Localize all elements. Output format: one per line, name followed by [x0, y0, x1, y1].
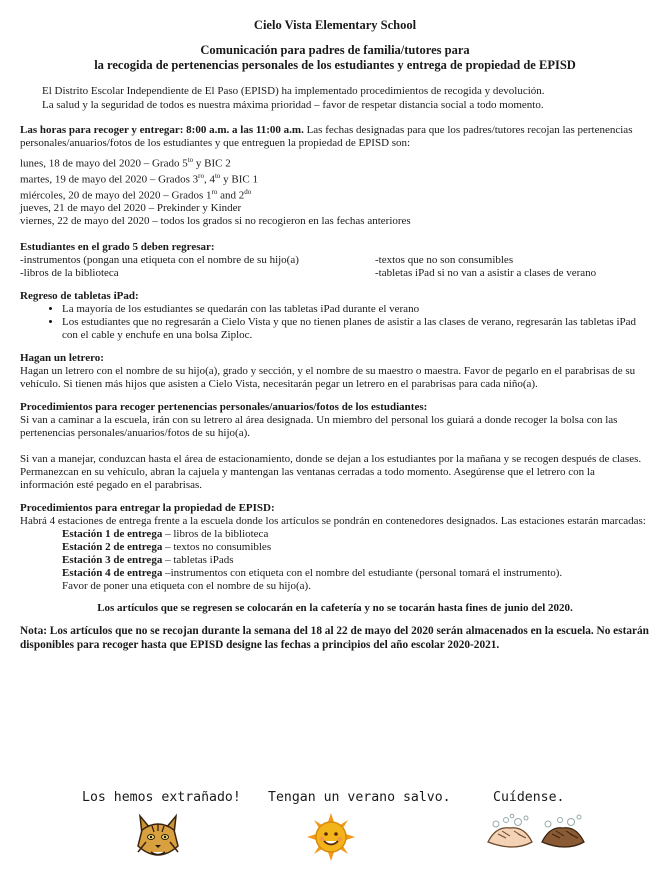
date-line: viernes, 22 de mayo del 2020 – todos los grados si no recogieron en las fechas anteriores — [20, 214, 411, 227]
ipad-heading: Regreso de tabletas iPad: — [20, 290, 139, 303]
grade5-items — [20, 254, 650, 280]
dropoff-section — [20, 502, 650, 593]
school-name: Cielo Vista Elementary School — [253, 18, 417, 32]
letter — [20, 18, 650, 652]
title-line-1: Comunicación para padres de familia/tutores para — [200, 43, 470, 57]
pickup-heading: Procedimientos para recoger pertenencias personales/anuarios/fotos de los estudiantes: — [20, 401, 428, 414]
pickup-section — [20, 401, 650, 492]
date-line: lunes, 18 de mayo del 2020 – Grado $5^{to}$ y BIC 2 — [20, 156, 231, 170]
letter-title — [20, 43, 650, 73]
hand-washing-icon — [538, 812, 588, 854]
grade5-heading: Estudiantes en el grado 5 deben regresar: — [20, 241, 215, 254]
pickup-drive-text: Si van a manejar, conduzcan hasta el área de estacionamiento, donde se dejan a los estudiantes por la mañana y se recogen después de clases. Permanezcan en su vehículo, abran la cajuela y mantengan las ventanas cerradas a todo momento. Asegúrense que el letrero con la información esté pegado en el parabrisas. — [20, 453, 642, 492]
stations-list — [20, 528, 650, 593]
title-line-2: la recogida de pertenencias personales de los estudiantes y entrega de propiedad de EPISD — [94, 58, 576, 72]
grade5-item: -instrumentos (pongan una etiqueta con el nombre de su hijo(a) — [20, 254, 299, 267]
pickup-walk-text: Si van a caminar a la escuela, irán con su letrero al área designada. Un miembro del personal los guiará a donde recoger la bolsa con las pertenencias personales/anuarios/fotos de su hijo(a). — [20, 414, 618, 440]
intro — [20, 85, 650, 112]
date-line: miércoles, 20 de mayo del 2020 – Grados $1^{ro}$ and $2^{do}$ — [20, 188, 252, 202]
grade5-item: -textos que no son consumibles — [375, 254, 514, 267]
ipad-section — [20, 290, 650, 342]
sun-icon — [306, 812, 356, 862]
grade5-section — [20, 241, 650, 280]
dates-list — [20, 154, 650, 227]
station-item: Estación 1 de entrega – libros de la biblioteca — [62, 528, 269, 541]
intro-line-1: El Distrito Escolar Independiente de El Paso (EPISD) ha implementado procedimientos de recogida y devolución. — [42, 85, 545, 97]
note-paragraph: Nota: Los artículos que no se recojan durante la semana del 18 al 22 de mayo del 2020 serán almacenados en la escuela. No estarán disponibles para recoger hasta que EPISD designe las fechas a principios del año escolar 2020-2021. — [20, 625, 649, 652]
hours-text: Las fechas designadas para que los padres/tutores recojan las pertenencias personales/anuarios/fotos de los estudiantes y que entreguen la propiedad de EPISD son: — [20, 124, 633, 149]
hand-washing-icon — [484, 812, 536, 854]
footer-messages — [0, 790, 667, 810]
station-item: Estación 2 de entrega – textos no consumibles — [62, 541, 272, 554]
date-line: martes, 19 de mayo del 2020 – Grados $3^{ro}$, $4^{to}$ y BIC 1 — [20, 172, 258, 186]
station-item: Estación 4 de entrega –instrumentos con etiqueta con el nombre del estudiante (personal tomará el instrumento). — [62, 567, 563, 580]
sign-heading: Hagan un letrero: — [20, 352, 104, 365]
station-item: Estación 3 de entrega – tabletas iPads — [62, 554, 234, 567]
hours-paragraph — [20, 124, 650, 150]
intro-line-2: La salud y la seguridad de todos es nuestra máxima prioridad – favor de respetar distancia social a todo momento. — [42, 98, 544, 111]
list-item: • Los estudiantes que no regresarán a Cielo Vista y que no tienen planes de asistir a las clases de verano, regresarán las tabletas iPad con el cable y enchufe en una bolsa Ziploc. — [62, 316, 650, 342]
summer-message: Tengan un verano salvo. — [268, 790, 451, 805]
sign-text: Hagan un letrero con el nombre de su hijo(a), grado y sección, y el nombre de su maestro o maestra. Favor de pegarlo en el parabrisas de su vehículo. Si tienen más hijos que asisten a Cielo Vista, necesitarán pegar un letrero en el parabrisas para cada niño(a). — [20, 365, 636, 391]
bobcat-icon — [134, 812, 182, 862]
dropoff-heading: Procedimientos para entregar la propiedad de EPISD: — [20, 502, 275, 515]
dropoff-text: Habrá 4 estaciones de entrega frente a la escuela donde los artículos se pondrán en contenedores designados. Las estaciones estarán marcadas: — [20, 515, 646, 528]
care-message: Cuídense. — [493, 790, 565, 805]
grade5-item: -tabletas iPad si no van a asistir a clases de verano — [375, 267, 597, 280]
miss-message: Los hemos extrañado! — [82, 790, 241, 805]
date-line: jueves, 21 de mayo del 2020 – Prekinder y Kinder — [20, 202, 242, 215]
grade5-item: -libros de la biblioteca — [20, 267, 119, 280]
list-item: • La mayoría de los estudiantes se quedarán con las tabletas iPad durante el verano — [62, 303, 650, 316]
hours-label: Las horas para recoger y entregar: 8:00 a.m. a las 11:00 a.m. — [20, 124, 304, 136]
ipad-list — [20, 303, 650, 342]
articles-notice: Los artículos que se regresen se colocarán en la cafetería y no se tocarán hasta fines de junio del 2020. — [97, 602, 573, 615]
sign-section — [20, 352, 650, 391]
label-note: Favor de poner una etiqueta con el nombre de su hijo(a). — [62, 580, 311, 593]
